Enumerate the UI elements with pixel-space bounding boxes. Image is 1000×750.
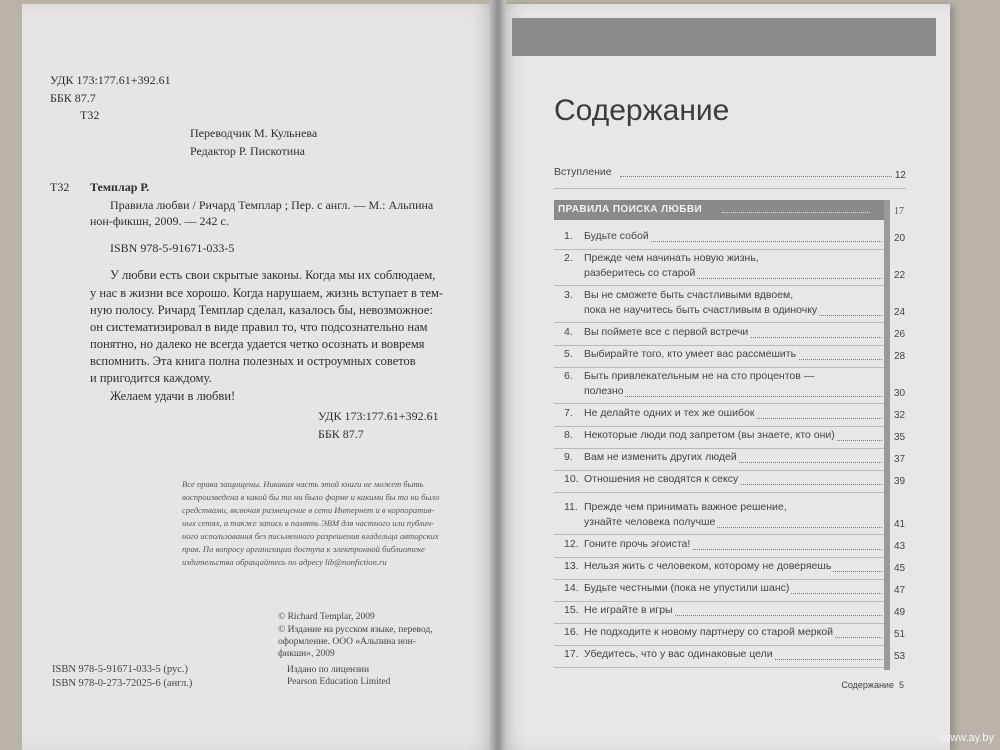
annotation-line: и пригодится каждому. [90,371,212,385]
biblio-line-2: нон-фикшн, 2009. — 242 с. [90,214,229,228]
toc-item-title: Вам не изменить других людей [584,451,737,463]
toc-item-number: 11. [564,501,578,513]
toc-item-title: Выбирайте того, кто умеет вас рассмешить [584,348,797,360]
toc-item-page: 39 [894,476,906,487]
toc-item [554,370,906,400]
divider [554,403,884,404]
toc-item [554,538,906,554]
watermark: www.ay.by [942,732,994,744]
toc-item-page: 45 [894,563,906,574]
toc-item-number: 12. [564,538,579,550]
footer-label: Содержание [841,680,894,690]
toc-item [554,626,906,642]
page-footer [841,680,904,690]
toc-item [554,560,906,576]
toc-intro-page: 12 [894,170,906,181]
divider [554,534,884,535]
toc-item-number: 15. [564,604,579,616]
section-page: 17 [894,206,904,217]
toc-item [554,501,906,531]
toc-item-page: 47 [894,585,906,596]
toc-item-number: 17. [564,648,579,660]
rights-line: ного использования без письменного разрешения владельца авторских [182,531,439,541]
toc-item [554,648,906,664]
toc-item-page: 35 [894,432,906,443]
toc-item [554,604,906,620]
divider [554,492,884,493]
toc-item-page: 41 [894,519,906,530]
toc-item-number: 7. [564,407,573,419]
toc-item-number: 8. [564,429,573,441]
toc-item-page: 30 [894,388,906,399]
toc-item-page: 37 [894,454,906,465]
divider [554,623,884,624]
code-top: Т32 [80,108,100,122]
annotation-line: он систематизировал в виде правил то, что подсознательно нам [90,320,428,334]
toc-item-title: разберитесь со старой [584,267,696,279]
udk-top: УДК 173:177.61+392.61 [50,73,171,87]
catalog-code: Т32 [50,180,70,194]
toc-item-page: 20 [894,233,906,244]
toc-item-title: Будьте честными (пока не упустили шанс) [584,582,790,594]
section-label: ПРАВИЛА ПОИСКА ЛЮБВИ [558,204,703,215]
toc-item-page: 22 [894,270,906,281]
copyright-edition: оформление. ООО «Альпина нон- [278,637,416,647]
toc-item-title: Убедитесь, что у вас одинаковые цели [584,648,773,660]
toc-item-title: Отношения не сводятся к сексу [584,473,739,485]
divider [554,557,884,558]
toc-item-number: 3. [564,289,573,301]
divider [554,448,884,449]
toc-item-number: 2. [564,252,573,264]
annotation-line: ную полосу. Ричард Темплар сделал, казалось бы, невозможное: [90,303,433,317]
toc-item-title: полезно [584,385,624,397]
leader-dots [722,212,870,213]
translator: Переводчик М. Кульнева [190,126,318,140]
udk-bottom: УДК 173:177.61+392.61 [318,409,439,423]
toc-item [554,326,906,342]
divider [554,249,884,250]
toc-item-number: 5. [564,348,573,360]
divider [554,322,884,323]
divider [554,426,884,427]
toc-item [554,429,906,445]
toc-item-number: 4. [564,326,573,338]
toc-item-title: Вы поймете все с первой встречи [584,326,749,338]
toc-item-page: 32 [894,410,906,421]
divider [554,285,884,286]
toc-item-page: 26 [894,329,906,340]
toc-item-page: 43 [894,541,906,552]
header-bar [512,18,936,56]
divider [554,579,884,580]
book-spine [490,0,506,750]
toc-item-title: узнайте человека получше [584,516,716,528]
divider [554,188,906,189]
toc-item-number: 14. [564,582,579,594]
isbn-mid: ISBN 978-5-91671-033-5 [110,241,235,255]
toc-item-title: Не делайте одних и тех же ошибок [584,407,755,419]
toc-intro [554,166,906,182]
toc-item [554,582,906,598]
toc-item [554,451,906,467]
toc-item-title: Будьте собой [584,230,649,242]
toc-item-title: Прежде чем начинать новую жизнь, [584,252,759,264]
toc-item-page: 51 [894,629,906,640]
toc-item-page: 49 [894,607,906,618]
isbn-ru: ISBN 978-5-91671-033-5 (рус.) [52,664,189,675]
toc-item-title: Не играйте в игры [584,604,673,616]
toc-item-title: Прежде чем принимать важное решение, [584,501,787,513]
toc-item-title: Некоторые люди под запретом (вы знаете, кто они) [584,429,835,441]
toc-item-page: 24 [894,307,906,318]
leader-dots [620,176,892,177]
section-heading [554,200,884,220]
toc-item [554,289,906,319]
toc-item-number: 13. [564,560,579,572]
annotation-line: вспомнить. Эта книга полна полезных и остроумных советов [90,354,416,368]
toc-item-page: 53 [894,651,906,662]
rights-line: воспроизведена в какой бы то ни было форме и какими бы то ни было [182,492,440,502]
divider [554,345,884,346]
toc-item [554,230,906,246]
rights-line: ных сетях, а также запись в память ЭВМ для частного или публич- [182,518,435,528]
toc-item-page: 28 [894,351,906,362]
copyright-edition: фикшн», 2009 [278,649,335,659]
toc-item-number: 6. [564,370,573,382]
toc-item-number: 9. [564,451,573,463]
toc-item [554,348,906,364]
toc-item-title: Гоните прочь эгоиста! [584,538,691,550]
divider [554,601,884,602]
section-side-bar [884,200,890,670]
divider [554,470,884,471]
leader-dots [584,396,882,397]
page-number: 5 [898,680,904,690]
annotation-line: понятно, но далеко не всегда удается четко осознать и вовремя [90,337,425,351]
toc-item-number: 10. [564,473,579,485]
toc-item-title: Вы не сможете быть счастливыми вдвоем, [584,289,794,301]
copyright-author: © Richard Templar, 2009 [278,612,375,622]
toc-item-title: пока не научитесь быть счастливым в одиночку [584,304,818,316]
annotation-line: У любви есть свои скрытые законы. Когда мы их соблюдаем, [110,268,436,282]
toc-intro-label: Вступление [554,166,612,178]
bbk-bottom: ББК 87.7 [318,427,364,441]
toc-item-title: Нельзя жить с человеком, которому не доверяешь [584,560,832,572]
rights-line: средствами, включая размещение в сети Интернет и в корпоратив- [182,505,435,515]
divider [554,645,884,646]
author: Темплар Р. [90,180,150,194]
rights-line: Все права защищены. Никакая часть этой книги не может быть [182,479,424,489]
annotation-line: Желаем удачи в любви! [110,389,236,403]
toc-item-number: 1. [564,230,573,242]
bbk-top: ББК 87.7 [50,91,96,105]
right-page [498,4,950,750]
page-title: Содержание [554,94,730,127]
toc-item [554,252,906,282]
divider [554,367,884,368]
divider [554,667,884,668]
left-page [22,4,498,750]
toc-item-number: 16. [564,626,579,638]
annotation-line: у нас в жизни все хорошо. Когда нарушаем, жизнь вступает в тем- [90,286,444,300]
editor: Редактор Р. Пискотина [190,144,305,158]
copyright-edition: © Издание на русском языке, перевод, [278,625,433,635]
toc-item-title: Быть привлекательным не на сто процентов — [584,370,815,382]
license: Издано по лицензии [287,665,370,675]
toc-item [554,473,906,489]
license: Pearson Education Limited [287,677,391,687]
biblio-line-1: Правила любви / Ричард Темплар ; Пер. с англ. — М.: Альпина [110,198,434,212]
toc-item-title: Не подходите к новому партнеру со старой меркой [584,626,834,638]
rights-line: издательства обращайтесь по адресу lib@nonfiction.ru [182,557,387,567]
toc-item [554,407,906,423]
isbn-en: ISBN 978-0-273-72025-6 (англ.) [52,678,193,689]
rights-line: прав. По вопросу организации доступа к электронной библиотеке [182,544,425,554]
